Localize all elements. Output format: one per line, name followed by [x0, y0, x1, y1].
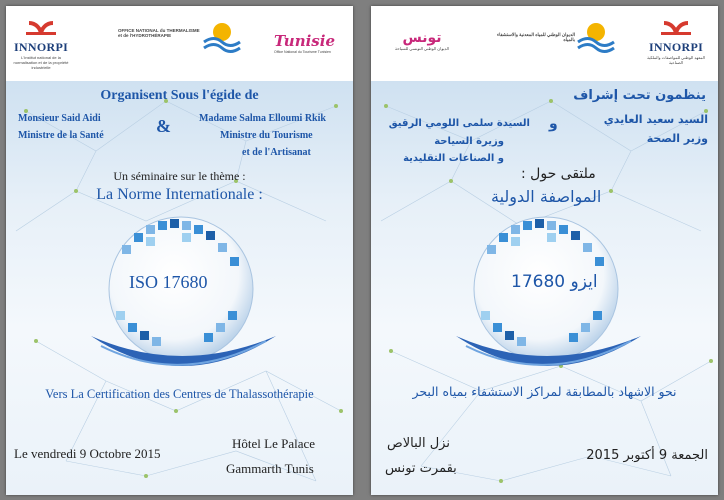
hotel-line1: نزل البالاص [387, 436, 450, 451]
minister2-role2: et de l'Artisanat [242, 147, 311, 158]
hotel-line2: بقمرت تونس [385, 461, 457, 476]
minister1-name: Monsieur Said Aidi [18, 113, 101, 124]
minister2-name: السيدة سلمى اللومي الرقيق [388, 118, 530, 129]
tunisie-logo: Tunisie Office National du Tourisme Tunisien [274, 32, 335, 54]
innorpi-wordmark: INNORPI [13, 40, 69, 54]
globe-graphic [441, 211, 651, 386]
organisent-heading: ينظمون تحت إشراف [573, 88, 706, 103]
certification-line: Vers La Certification des Centres de Thalassothérapie [45, 387, 314, 401]
innorpi-sun-icon [645, 18, 707, 36]
minister1-role: وزير الصحة [646, 132, 708, 145]
minister2-role1: وزيرة السياحة [434, 136, 504, 147]
office-thermalisme-text: OFFICE NATIONAL du THERMALISME et de l'HYDROTHÉRAPIE [118, 28, 200, 38]
ampersand: & [156, 116, 171, 136]
multaqa-label: ملتقى حول : [521, 166, 596, 182]
iso-label: ISO 17680 [129, 272, 208, 292]
innorpi-logo [12, 18, 70, 70]
minister2-name: Madame Salma Elloumi Rkik [199, 113, 326, 124]
event-date: الجمعة 9 أكتوبر 2015 [586, 448, 708, 463]
innorpi-subtitle: المعهد الوطني للمواصفات والملكية الصناعية [647, 55, 705, 65]
iso-label: ايزو 17680 [511, 272, 598, 292]
norme-title: La Norme Internationale : [96, 186, 263, 203]
hotel-line2: Gammarth Tunis [226, 461, 314, 476]
minister1-name: السيد سعيد العايدي [603, 113, 708, 126]
innorpi-logo [645, 18, 707, 65]
norme-title: المواصفة الدولية [491, 187, 602, 206]
seminaire-label: Un séminaire sur le thème : [113, 169, 246, 183]
hotel-line1: Hôtel Le Palace [232, 436, 316, 451]
office-thermalisme-text: الديوان الوطني للمياه المعدنية والاستشفاء بالمياه [497, 32, 575, 42]
certification-line: نحو الاشهاد بالمطابقة لمراكز الاستشفاء بمياه البحر [412, 384, 677, 399]
minister2-role1: Ministre du Tourisme [220, 130, 313, 141]
organisent-heading: Organisent Sous l'égide de [100, 88, 259, 103]
innorpi-wordmark: INNORPI [648, 40, 704, 54]
french-flyer-page [6, 6, 353, 495]
office-thermalisme-logo-icon [202, 20, 242, 54]
globe-graphic [76, 211, 286, 386]
arabic-flyer-page [371, 6, 718, 495]
and-connector: و [549, 116, 558, 132]
minister1-role: Ministre de la Santé [18, 130, 104, 141]
minister2-role2: و الصناعات التقليدية [403, 153, 504, 164]
tunis-logo: تونس الديوان الوطني التونسي للسياحة [395, 30, 449, 51]
innorpi-subtitle: L'Institut national de la normalisation et de la propriété industrielle [13, 55, 69, 70]
office-thermalisme-logo-icon [576, 20, 616, 54]
innorpi-sun-icon [12, 18, 70, 36]
event-date: Le vendredi 9 Octobre 2015 [14, 446, 161, 461]
